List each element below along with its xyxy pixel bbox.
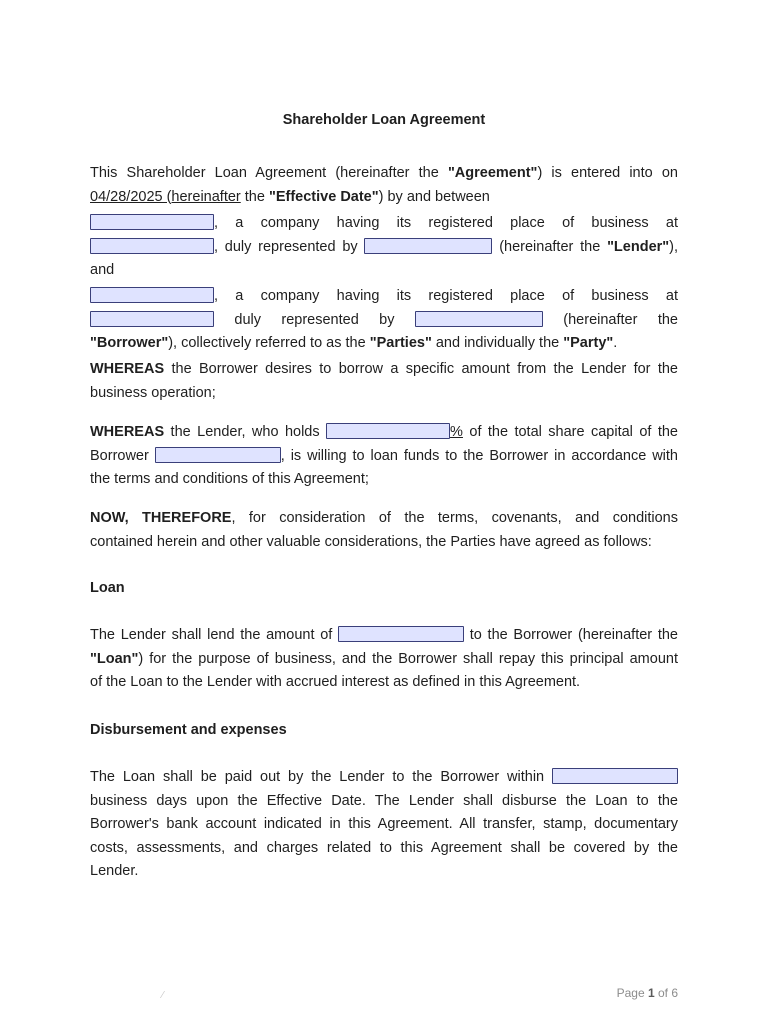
loan-heading: Loan: [90, 580, 125, 596]
lender-representative-field[interactable]: [364, 238, 492, 254]
lender-paragraph: [90, 212, 678, 283]
effective-date: 04/28/2025 (hereinafter: [90, 188, 241, 205]
share-percentage-field[interactable]: [326, 423, 450, 439]
page-number: 1: [647, 986, 655, 1000]
borrower-line-1: , a company having its registered place of business at: [90, 285, 678, 309]
borrower-company-field[interactable]: [90, 287, 214, 303]
lender-line-1: , a company having its registered place of business at: [90, 212, 678, 236]
borrower-line-2: duly represented by (hereinafter the: [90, 309, 678, 333]
whereas-2-paragraph: WHEREAS the Lender, who holds % of the total share capital of the Borrower , is willing to loan funds to the Borrower in accordance with the terms and conditions of this Agreement;: [90, 424, 678, 487]
lender-line-2: , duly represented by (hereinafter the "Lender"),: [90, 236, 678, 260]
pen-mark-icon: ⁄: [162, 990, 164, 1001]
borrower-name-field[interactable]: [155, 447, 281, 463]
page-footer: Page 1 of 6: [616, 986, 678, 1000]
lender-company-field[interactable]: [90, 214, 214, 230]
borrower-address-field[interactable]: [90, 311, 214, 327]
intro-line-2: 04/28/2025 (hereinafter the "Effective Date") by and between: [90, 188, 490, 205]
borrower-line-3: "Borrower"), collectively referred to as the "Parties" and individually the "Party".: [90, 335, 618, 351]
lender-address-field[interactable]: [90, 238, 214, 254]
disbursement-heading: Disbursement and expenses: [90, 722, 287, 738]
now-therefore-paragraph: NOW, THEREFORE, for consideration of the terms, covenants, and conditions contained herein and other valuable considerations, the Parties have agreed as follows:: [90, 510, 678, 550]
intro-paragraph: [90, 162, 678, 209]
and-line: and: [90, 262, 115, 278]
whereas-1-paragraph: WHEREAS the Borrower desires to borrow a specific amount from the Lender for the business operation;: [90, 361, 678, 401]
loan-amount-field[interactable]: [338, 626, 464, 642]
business-days-field[interactable]: [552, 768, 678, 784]
document-title: Shareholder Loan Agreement: [282, 112, 486, 128]
intro-line-1: This Shareholder Loan Agreement (hereinafter the "Agreement") is entered into on: [90, 165, 678, 181]
disbursement-paragraph: The Loan shall be paid out by the Lender to the Borrower within business days upon the Effective Date. The Lender shall disburse the Loan to the Borrower's bank account indicated in this Agreement. All transfer, stamp, documentary costs, assessments, and charges related to this Agreement shall be covered by the Lender.: [90, 769, 678, 879]
borrower-representative-field[interactable]: [415, 311, 543, 327]
loan-paragraph: The Lender shall lend the amount of to the Borrower (hereinafter the "Loan") for the purpose of business, and the Borrower shall repay this principal amount of the Loan to the Lender with accrued interest as defined in this Agreement.: [90, 627, 678, 690]
borrower-paragraph: [90, 285, 678, 356]
